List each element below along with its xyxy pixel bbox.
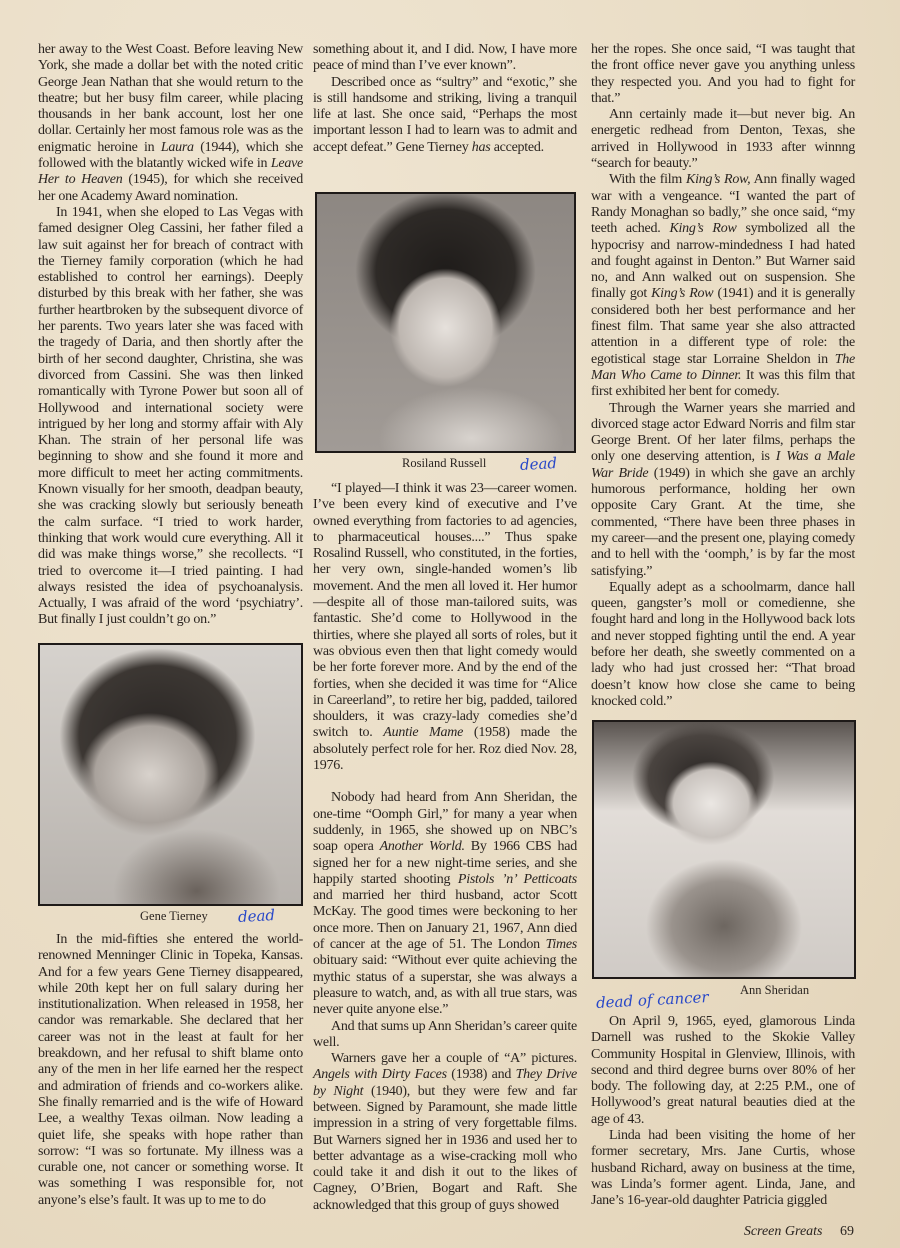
text-run: (1958) made the absolutely perfect role for her. Roz died Nov. 28, 1976. [313, 725, 577, 774]
text-run: something about it, and I did. Now, I have more peace of mind than I’ve ever known”. [313, 42, 577, 74]
paragraph [313, 1019, 577, 1052]
text-run: (1938) and [446, 1067, 516, 1083]
italic-title: Angels with Dirty Faces [313, 1067, 447, 1083]
paragraph [591, 401, 855, 580]
paragraph [38, 205, 303, 629]
text-run: her away to the West Coast. Before leaving New York, she made a dollar bet with the noted critic George Jean Nathan that she would return to the theatre; but her busy film career, while placing thousands in her bank account, lost her one dollar. Certainly her most famous role was as the enigmatic heroine in [38, 42, 303, 155]
text-run: And that sums up Ann Sheridan’s career quite well. [313, 1018, 578, 1050]
photo-rosalind-russell [315, 192, 576, 453]
article-text-col1-bottom [38, 932, 303, 1209]
text-run: her the ropes. She once said, “I was taught that the front office never gave you anything unless they respected you. And you had to fight for that.” [591, 42, 855, 106]
paragraph [313, 481, 577, 774]
text-run: By 1966 CBS had signed her for a new night-time series, and she happily started shooting [313, 839, 577, 887]
italic-title: Pistols ’n’ Petticoats [457, 871, 577, 887]
italic-title: Leave Her to Heaven [38, 156, 303, 188]
italic-title: Auntie Mame [383, 725, 464, 741]
photo-gene-tierney [38, 643, 303, 906]
paragraph [591, 42, 855, 107]
text-run: Nobody had heard from Ann Sheridan, the one-time “Oomph Girl,” for many a year when suddenly, in 1965, she showed up on NBC’s soap opera [313, 790, 577, 855]
italic-title: King’s Row, [686, 172, 751, 188]
page-footer [744, 1224, 854, 1240]
text-run: Ann finally waged war with a vengeance. “I wanted the part of Randy Monaghan so badly,” she once said, “my teeth ached. [591, 172, 855, 237]
photo-caption: Rosiland Russell [402, 456, 487, 470]
text-run: (1945), for which she received her one Academy Award nomination. [38, 172, 303, 204]
italic-title: Times [545, 937, 577, 953]
italic-title: King’s Row [669, 221, 737, 237]
handwritten-annotation: dead [237, 906, 276, 926]
paragraph [313, 790, 577, 1018]
page-number: 69 [840, 1224, 854, 1239]
article-text-col2-bottom [313, 481, 577, 1214]
text-run: obituary said: “Without ever quite achieving the mythic status of a superstar, she was always a pleasure to watch, and, as with all true stars, was never quite anyone else.” [313, 953, 577, 1018]
text-run: (1949) in which she gave an archly humorous performance, holding her own opposite Cary Grant. At the time, she commented, “There have been three phases in my career—and the present one, playing comedy and to hell with the ‘oomph,’ is by far the most satisfying.” [591, 465, 855, 579]
italic-title: The Man Who Came to Dinner. [591, 351, 855, 383]
text-run: On April 9, 1965, eyed, glamorous Linda Darnell was rushed to the Skokie Valley Community Hospital in Glenview, Illinois, with second and third degree burns over 80% of her body. The following day, at 2:25 P.M., one of Hollywood’s great natural beauties died at the age of 43. [591, 1014, 855, 1127]
article-text-col1-top [38, 42, 303, 629]
text-run: Described once as “sultry” and “exotic,” she is still handsome and striking, living a tranquil life at last. She once said, “Perhaps the most important lesson I had to learn was to admit and accept defeat.” Gene Tierney [313, 74, 577, 155]
italic-title: King’s Row [651, 286, 714, 302]
italic-title: I Was a Male War Bride [591, 449, 855, 481]
photo-caption: Gene Tierney [140, 909, 208, 923]
article-text-col2-top [313, 42, 577, 156]
paragraph [313, 75, 577, 156]
text-run: Linda had been visiting the home of her former secretary, Mrs. Jane Curtis, whose husband Richard, away on business at the time, was Linda’s former agent. Linda, Jane, and Jane’s 16-year-old daughter Patricia giggled [591, 1128, 855, 1209]
text-run: Equally adept as a schoolmarm, dance hall queen, gangster’s moll or comedienne, she fought hard and long in the Hollywood back lots and never stopped fighting until the end. A year before her death, she sweetly commented on a lady who had just crossed her: “That broad doesn’t know how close she came to being knocked cold.” [591, 579, 855, 709]
text-run: Through the Warner years she married and divorced stage actor Edward Norris and film star George Brent. Of her later films, perhaps the only one deserving attention, is [591, 400, 855, 465]
text-run: In 1941, when she eloped to Las Vegas with famed designer Oleg Cassini, her father filed a law suit against her for breach of contract with the Tierney family corporation (which he had established to control her earnings). Deeply disturbed by this break with her father, she was further heartbroken by the subsequent divorce of her parents. Two years later she was faced with the tragedy of Daria, and then shortly after the birth of her second daughter, Christina, she was divorced from Cassini. She was then linked romantically with Tyrone Power but soon all of Hollywood and international society were intrigued by her long and stormy affair with Aly Khan. The strain of her personal life was beginning to show and she found it more and more difficult to meet her acting commitments. Known visually for her smooth, deadpan beauty, she was cracking slowly but seriously beneath the calm surface. “I tried to work harder, thinking that work would cure everything. All it did was make things worse,” she recollects. “I tried to overcome it—I tried painting. I had always resisted the idea of psychoanalysis. Actually, I was afraid of the word ‘psychiatry’. But finally I just couldn’t go on.” [38, 204, 303, 628]
italic-title: They Drive by Night [313, 1067, 578, 1099]
text-run: symbolized all the hypocrisy and narrow-mindedness I had hated and fought against in Denton.” But Warner said no, and Ann walked out on suspension. She finally got [591, 221, 855, 302]
text-run: In the mid-fifties she entered the world-renowned Menninger Clinic in Topeka, Kansas. And for a few years Gene Tierney disappeared, while 20th kept her on full salary during her institutionalization. When released in 1958, her candor was remarkable. She declared that her career was not in the least at fault for her breakdown, and her refusal to shift blame onto any of the men in her life earned her the respect and admiration of friends and co-workers alike. She finally remarried and is the wife of Howard Lee, a wealthy Texas oilman. Now leading a quiet life, she speaks with hope rather than sorrow: “I was so fortunate. My illness was a curable one, not cancer or something worse. It was something I was responsible for, not anyone’s else’s fault. It was up to me to do [38, 932, 303, 1208]
article-text-col3-bottom [591, 1014, 855, 1210]
photo-ann-sheridan [592, 720, 856, 979]
text-run: Ann certainly made it—but never big. An energetic redhead from Denton, Texas, she arrived in Hollywood in 1933 after winnng “search for beauty.” [591, 107, 855, 172]
italic-title: has [471, 139, 491, 155]
article-text-col3-top [591, 42, 855, 710]
paragraph [591, 172, 855, 400]
paragraph [591, 1128, 855, 1209]
paragraph [591, 107, 855, 172]
text-run: Warners gave her a couple of “A” pictures. [331, 1051, 577, 1067]
text-run: (1940), but they were few and far between. Signed by Paramount, she made little impression in a string of very forgettable films. But Warners signed her in 1936 and used her to better advantage as a wise-cracking moll who could take it and dish it out to the likes of Cagney, O’Brien, Bogart and Raft. She acknowledged that this group of guys showed [313, 1083, 577, 1213]
paragraph [591, 1014, 855, 1128]
text-run: With the film [609, 172, 687, 188]
text-run: (1941) and it is generally considered both her best performance and her finest film. That same year she also attracted attention in a different type of role: the egotistical stage star Lorraine Sheldon in [591, 286, 855, 367]
paragraph [38, 932, 303, 1209]
paragraph [313, 42, 577, 75]
handwritten-annotation: dead of cancer [595, 988, 710, 1012]
italic-title: Laura [160, 139, 194, 155]
text-run: accepted. [490, 139, 544, 155]
italic-title: Another World. [379, 839, 465, 855]
publication-name: Screen Greats [743, 1224, 823, 1239]
handwritten-annotation: dead [519, 454, 558, 474]
text-run: It was this film that first exhibited her bent for comedy. [591, 367, 855, 400]
text-run: and married her third husband, actor Scott McKay. The good times were beckoning to her once more. Then on January 21, 1967, Ann died of cancer at the age of 51. The London [313, 888, 577, 953]
paragraph [38, 42, 303, 205]
paragraph [313, 1051, 577, 1214]
paragraph [591, 580, 855, 710]
photo-caption: Ann Sheridan [740, 983, 810, 997]
text-run: (1944), which she followed with the blatantly wicked wife in [38, 139, 303, 172]
text-run: “I played—I think it was 23—career women. I’ve been every kind of executive and I’ve owned everything from factories to ad agencies, to pharmaceutical houses....” Thus spake Rosalind Russell, who constituted, in the forties, her very own, single-handed women’s lib movement. And the men all loved it. Her humor—despite all of those man-tailored suits, was fantastic. She’d come to Hollywood in the thirties, where she played all sorts of roles, but it was obvious even then that light comedy would be her forte forever more. And by the end of the forties, when she decided it was time for “Alice in Careerland”, to retire her big, padded, tailored shoulders, it was crazy-lady comedies she’d switch to. [313, 481, 577, 741]
